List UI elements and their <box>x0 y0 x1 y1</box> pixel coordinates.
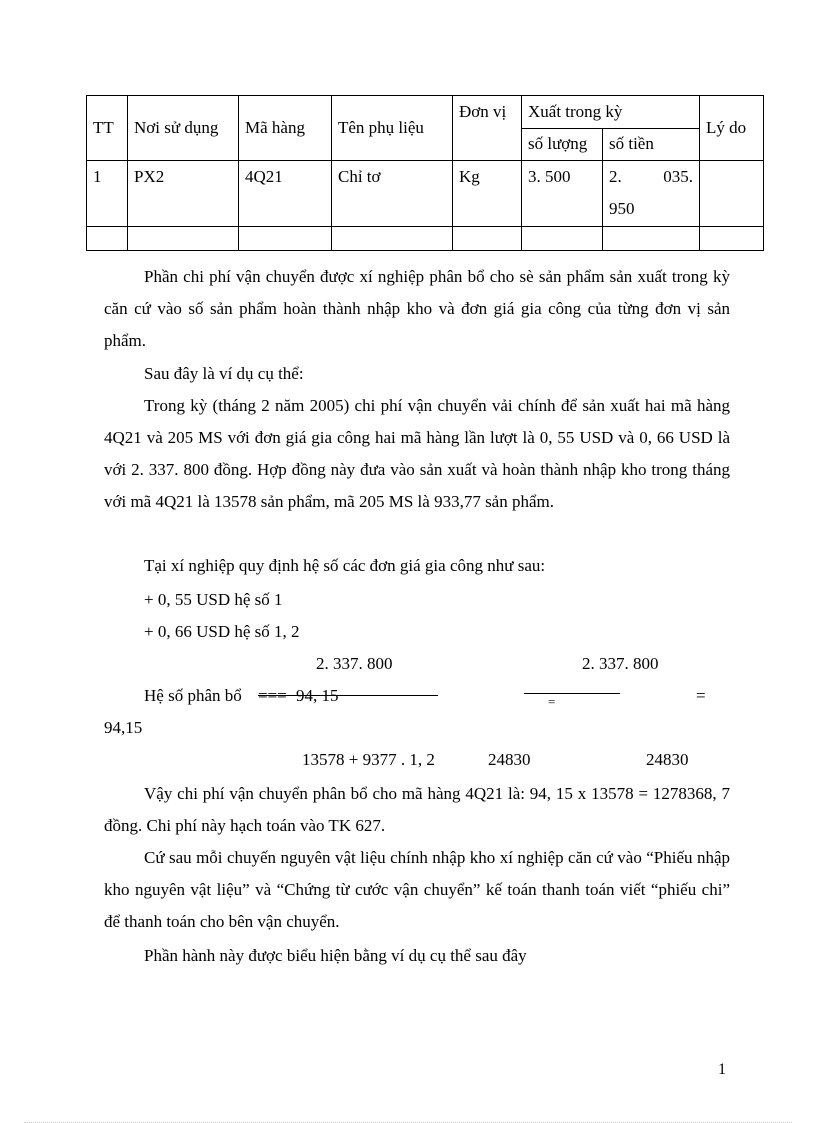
paragraph-closing: Phần hành này được biểu hiện bằng ví dụ cụ thể sau đây <box>144 946 527 965</box>
formula-numerator-1: 2. 337. 800 <box>316 654 393 673</box>
formula-eq-1: === <box>258 686 287 705</box>
empty-cell <box>522 227 603 251</box>
header-ma-hang: Mã hàng <box>239 96 332 161</box>
cell-so-tien <box>603 161 700 227</box>
header-xuat-trong-ky: Xuất trong kỳ <box>522 96 700 129</box>
header-ten-phu-lieu: Tên phụ liệu <box>332 96 453 161</box>
empty-cell <box>453 227 522 251</box>
page-number: 1 <box>718 1061 726 1078</box>
cell-ma-hang: 4Q21 <box>239 161 332 227</box>
empty-cell <box>603 227 700 251</box>
formula-eq-2: = <box>548 694 556 709</box>
empty-cell <box>700 227 764 251</box>
empty-cell <box>128 227 239 251</box>
so-tien-part-a: 2. <box>609 167 622 186</box>
paragraph-allocation-basis: Phần chi phí vận chuyển được xí nghiệp phân bổ cho sè sản phẩm sản xuất trong kỳ căn cứ vào số sản phẩm hoàn thành nhập kho và đơn giá gia công của từng đơn vị sản phẩm. <box>104 267 730 350</box>
materials-issue-table <box>86 95 764 251</box>
fraction-bar-1 <box>258 695 438 696</box>
so-tien-part-c: 950 <box>609 199 635 219</box>
header-noi-su-dung: Nơi sử dụng <box>128 96 239 161</box>
header-don-vi: Đơn vị <box>453 96 522 161</box>
cell-ly-do <box>700 161 764 227</box>
cell-tt: 1 <box>87 161 128 227</box>
formula-result-final: 94,15 <box>104 718 143 737</box>
header-ly-do: Lý do <box>700 96 764 161</box>
table-header-row <box>87 96 764 129</box>
paragraph-coefficient-1: + 0, 55 USD hệ số 1 <box>144 590 283 609</box>
header-so-tien: số tiền <box>603 128 700 161</box>
cell-so-luong: 3. 500 <box>522 161 603 227</box>
empty-cell <box>239 227 332 251</box>
empty-cell <box>332 227 453 251</box>
paragraph-payment-procedure: Cứ sau mỗi chuyến nguyên vật liệu chính nhập kho xí nghiệp căn cứ vào “Phiếu nhập kho nguyên vật liệu” và “Chứng từ cước vận chuyển” kế toán thanh toán viết “phiếu chi” để thanh toán cho bên vận chuyển. <box>104 848 730 931</box>
header-tt: TT <box>87 96 128 161</box>
formula-eq-3: = <box>696 686 706 705</box>
table-row-empty <box>87 227 764 251</box>
formula-label: Hệ số phân bổ <box>144 686 242 705</box>
paragraph-allocation-result: Vậy chi phí vận chuyển phân bổ cho mã hàng 4Q21 là: 94, 15 x 13578 = 1278368, 7 đồng. Chi phí này hạch toán vào TK 627. <box>104 784 730 835</box>
formula-numerator-2: 2. 337. 800 <box>582 654 659 673</box>
formula-denominator-3: 24830 <box>646 750 689 769</box>
paragraph-example-intro: Sau đây là ví dụ cụ thể: <box>144 364 304 383</box>
paragraph-example-detail: Trong kỳ (tháng 2 năm 2005) chi phí vận chuyển vải chính để sản xuất hai mã hàng 4Q21 và 205 MS với đơn giá gia công hai mã hàng lần lượt là 0, 55 USD và 0, 66 USD là với 2. 337. 800 đồng. Hợp đồng này đưa vào sản xuất và hoàn thành nhập kho trong tháng với mã 4Q21 là 13578 sản phẩm, mã 205 MS là 933,77 sản phẩm. <box>104 396 730 511</box>
table-row <box>87 161 764 227</box>
paragraph-coefficient-rule: Tại xí nghiệp quy định hệ số các đơn giá gia công như sau: <box>144 556 546 575</box>
cell-ten-phu-lieu: Chỉ tơ <box>332 161 453 227</box>
paragraph-coefficient-2: + 0, 66 USD hệ số 1, 2 <box>144 622 300 641</box>
cell-don-vi: Kg <box>453 161 522 227</box>
so-tien-part-b: 035. <box>663 167 693 186</box>
fraction-bar-2 <box>524 693 620 694</box>
formula-denominator-2: 24830 <box>488 750 531 769</box>
cell-noi-su-dung: PX2 <box>128 161 239 227</box>
formula-denominator-1: 13578 + 9377 . 1, 2 <box>302 750 435 769</box>
formula-result-struck: 94, 15 <box>296 686 339 705</box>
header-so-luong: số lượng <box>522 128 603 161</box>
empty-cell <box>87 227 128 251</box>
